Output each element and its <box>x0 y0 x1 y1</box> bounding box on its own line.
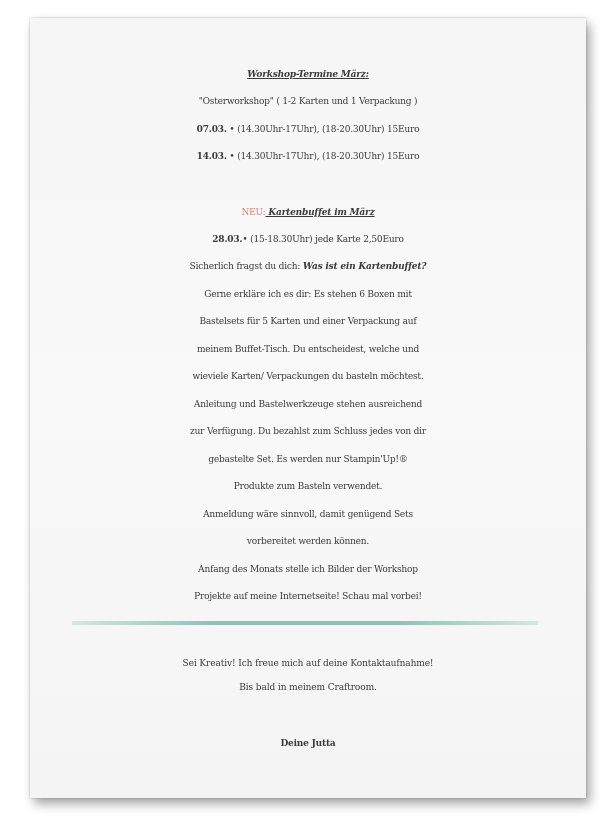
buffet-question-intro: Sicherlich fragst du dich: <box>189 262 303 272</box>
workshop-date-details: • (14.30Uhr-17Uhr), (18-20.30Uhr) 15Euro <box>226 152 420 162</box>
flyer-paper <box>30 18 586 798</box>
workshop-date: 07.03. <box>196 125 227 135</box>
workshop-heading: Workshop-Termine März: <box>247 70 369 80</box>
buffet-text-line: Anmeldung wäre sinnvoll, damit genügend Sets <box>203 510 413 520</box>
buffet-date-row <box>30 229 586 251</box>
buffet-text-line: zur Verfügung. Du bezahlst zum Schluss jedes von dir <box>190 427 426 437</box>
buffet-text-line: meinem Buffet-Tisch. Du entscheidest, welche und <box>196 345 420 355</box>
buffet-date: 28.03. <box>212 235 243 245</box>
signature: Deine Jutta <box>280 739 336 749</box>
buffet-text-line: Anleitung und Bastelwerkzeuge stehen ausreichend <box>193 400 423 410</box>
divider-line <box>72 621 538 625</box>
buffet-text-line: gebastelte Set. Es werden nur Stampin'Up!® <box>208 455 408 465</box>
buffet-question: Was ist ein Kartenbuffet? <box>302 262 427 272</box>
buffet-text-line: Gerne erkläre ich es dir: Es stehen 6 Boxen mit <box>204 290 412 300</box>
buffet-heading-line <box>30 202 586 224</box>
workshop-date: 14.03. <box>196 152 227 162</box>
workshop-date-row <box>30 119 586 141</box>
buffet-date-details: • (15-18.30Uhr) jede Karte 2,50Euro <box>242 235 404 245</box>
neu-label: NEU: <box>241 208 266 218</box>
buffet-text-line: vorbereitet werden können. <box>246 537 370 547</box>
workshop-subtitle: "Osterworkshop" ( 1-2 Karten und 1 Verpackung ) <box>198 97 418 107</box>
buffet-text-line: wieviele Karten/ Verpackungen du basteln möchtest. <box>192 372 424 382</box>
buffet-heading: Kartenbuffet im März <box>265 208 375 218</box>
closing-line: Sei Kreativ! Ich freue mich auf deine Kontaktaufnahme! <box>182 659 434 669</box>
workshop-heading-line <box>30 64 586 86</box>
workshop-date-details: • (14.30Uhr-17Uhr), (18-20.30Uhr) 15Euro <box>226 125 420 135</box>
buffet-text-line: Produkte zum Basteln verwendet. <box>233 482 383 492</box>
buffet-text-line: Bastelsets für 5 Karten und einer Verpackung auf <box>199 317 417 327</box>
workshop-date-row <box>30 146 586 168</box>
buffet-question-line <box>30 256 586 278</box>
buffet-text-line: Projekte auf meine Internetseite! Schau mal vorbei! <box>194 592 422 602</box>
closing-line: Bis bald in meinem Craftroom. <box>239 683 377 693</box>
buffet-text-line: Anfang des Monats stelle ich Bilder der Workshop <box>198 565 418 575</box>
